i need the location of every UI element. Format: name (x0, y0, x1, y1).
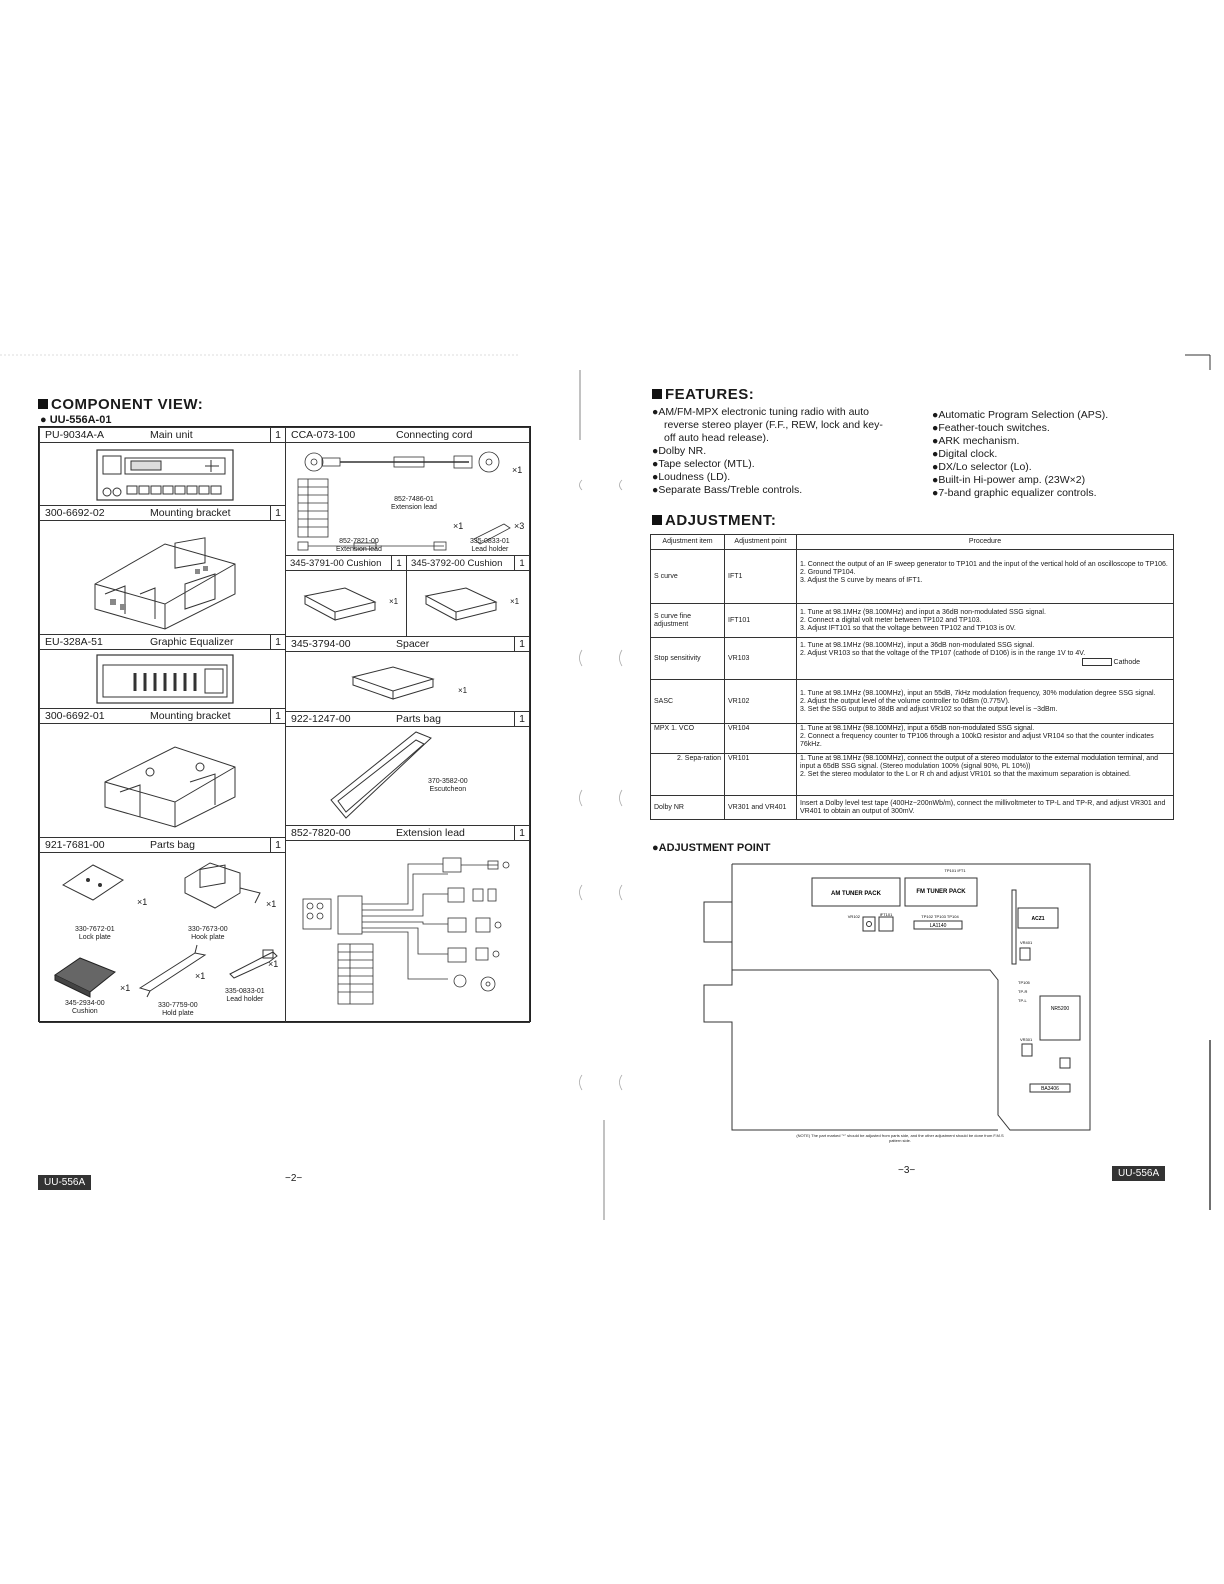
row-procedure: 1. Tune at 98.1MHz (98.100MHz), input a 65dB non-modulated SSG signal. 2. Connect a frequency counter to TP106 through a 100kΩ resistor and adjust VR104 so that the counter indicates 76kHz. (797, 724, 1174, 754)
cell-mounting-bracket-2: 300-6692-01 Mounting bracket 1 (39, 708, 286, 838)
header-item: Adjustment item (651, 535, 725, 550)
cell-cushion-2: 345-3792-00 Cushion 1 ×1 (406, 555, 530, 637)
feature-item: ●Dolby NR. (652, 445, 707, 457)
cell-spacer: 345-3794-00 Spacer 1 ×1 (285, 636, 530, 712)
feature-item: off auto head release). (664, 432, 769, 444)
cell-main-unit: PU-9034A-A Main unit 1 (39, 427, 286, 506)
row-procedure: Insert a Dolby level test tape (400Hz−200nWb/m), connect the millivoltmeter to TP-L and TP-R, and adjust VR301 and VR401 to obtain an output of 300mV. (797, 796, 1174, 820)
tp105-label: TP105 (1018, 980, 1030, 985)
row-procedure: 1. Tune at 98.1MHz (98.100MHz), input an 55dB, 7kHz modulation frequency, 30% modulation degree SSG signal. 2. Adjust the output level of the volume controller to 0dBm (0.775V). 3. Set the SSG output to 38dB and adjust VR102 so that the output level is −3dBm. (797, 680, 1174, 724)
adjustment-title: ADJUSTMENT: (652, 512, 776, 529)
feature-item: ●Separate Bass/Treble controls. (652, 484, 803, 496)
row-item: S curve (651, 550, 725, 604)
row-item: MPX 1. VCO (651, 724, 725, 754)
cell-cushion-1: 345-3791-00 Cushion 1 ×1 (285, 555, 407, 637)
feature-item: reverse stereo player (F.F., REW, lock and key- (664, 419, 883, 431)
model-subtitle: ● UU-556A-01 (40, 414, 112, 426)
vr301-label: VR301 (1020, 1037, 1033, 1042)
adjustment-table (650, 534, 1174, 820)
acz1-label: ACZ1 (1031, 916, 1045, 922)
model-badge-right: UU-556A (1112, 1166, 1165, 1181)
row-item: Dolby NR (651, 796, 725, 820)
vr401-label: VR401 (1020, 940, 1033, 945)
feature-item: ●Built-in Hi-power amp. (23W×2) (932, 474, 1086, 486)
table-row (651, 638, 1174, 680)
row-procedure: 1. Tune at 98.1MHz (98.100MHz), connect the output of a stereo modulator to the external modulation terminal, and input a 65dB SSG signal. (Stereo modulation 100% (signal 90%, PL 10%)) 2. Set the stereo modulator to the L or R ch and adjust VR101 so that the maximum separation is obtained. (797, 754, 1174, 796)
cord-qty: ×1 (512, 465, 523, 475)
feature-item: ●AM/FM-MPX electronic tuning radio with auto (652, 406, 870, 418)
feature-item: ●Digital clock. (932, 448, 998, 460)
feature-item: ●Feather-touch switches. (932, 422, 1050, 434)
vr102-label: VR102 (847, 914, 860, 919)
feature-item: ●Loudness (LD). (652, 471, 731, 483)
row-procedure: 1. Tune at 98.1MHz (98.100MHz) and input a 36dB non-modulated SSG signal. 2. Connect a digital volt meter between TP102 and TP103. 3. Adjust IFT101 so that the voltage between TP102 and TP103 is 0V. (797, 604, 1174, 638)
adjustment-note: (NOTE) The part marked "*" should be adjusted from parts side, and the other adjustment should be done from F.M.S pattern side. (796, 1133, 1004, 1143)
lock-plate-label: 330-7672-01 Lock plate (75, 926, 115, 941)
tp101-label: TP101 IFT1 (944, 868, 966, 873)
diode-icon (1082, 658, 1112, 666)
model-badge-left: UU-556A (38, 1175, 91, 1190)
table-row (651, 724, 1174, 754)
row-item: Stop sensitivity (651, 638, 725, 680)
row-procedure: 1. Tune at 98.1MHz (98.100MHz), input a 36dB non-modulated SSG signal. 2. Adjust VR103 so that the voltage of the TP107 (cathode of D106) is in the range 1V to 4V. Cathode (797, 638, 1174, 680)
tp-row-label: TP102 TP103 TP104 (921, 914, 959, 919)
hold-plate-qty: ×1 (195, 971, 206, 981)
row-point: VR104 (725, 724, 797, 754)
row-item: 2. Sepa-ration (651, 754, 725, 796)
spacer-qty: ×1 (458, 686, 468, 695)
cushion-2-qty: ×1 (510, 597, 520, 606)
cushion-qty: ×1 (120, 983, 131, 993)
table-row (651, 796, 1174, 820)
table-row (651, 680, 1174, 724)
row-point: VR101 (725, 754, 797, 796)
row-point: VR102 (725, 680, 797, 724)
feature-item: ●Automatic Program Selection (APS). (932, 409, 1109, 421)
ext-lead-b-qty: ×1 (453, 521, 464, 531)
row-point: IFT101 (725, 604, 797, 638)
lead-holder-a-label: 335-0833-01 Lead holder (470, 538, 510, 553)
row-item: S curve fine adjustment (651, 604, 725, 638)
ext-lead-a-label: 852-7486-01 Extension lead (391, 496, 437, 511)
ift101-label: IFT101 (879, 912, 893, 917)
table-row (651, 604, 1174, 638)
ba3406-label: BA3406 (1041, 1086, 1059, 1092)
escutcheon-label: 370-3582-00 Escutcheon (428, 778, 468, 793)
table-row (651, 754, 1174, 796)
fm-pack-label: FM TUNER PACK (916, 889, 966, 895)
feature-item: ●DX/Lo selector (Lo). (932, 461, 1032, 473)
am-pack-label: AM TUNER PACK (831, 891, 881, 897)
cell-mounting-bracket-1: 300-6692-02 Mounting bracket 1 (39, 505, 286, 635)
header-point: Adjustment point (725, 535, 797, 550)
nr5200-label: NR5200 (1050, 1006, 1070, 1012)
cell-parts-bag-2: 922-1247-00 Parts bag 1 370-3582-00 Escutcheon (285, 711, 530, 826)
cell-connecting-cord: CCA-073-100 Connecting cord ×1 852-7486-01 Extension lead ×1 ×3 852-7821-00 Extension lead 335-0833-01 Lead holder (285, 427, 530, 556)
lead-holder-label: 335-0833-01 Lead holder (225, 988, 265, 1003)
tp-r-label: TP-R (1018, 989, 1028, 994)
cell-parts-bag-1: 921-7681-00 Parts bag 1 ×1 330-7672-01 Lock plate ×1 330-7673-00 Hook plate ×1 345-2934-00 Cushion ×1 330-7759-00 Hold plate ×1 335-0833-01 Lead holder (39, 837, 286, 1023)
features-list-right (932, 409, 1108, 500)
hook-plate-label: 330-7673-00 Hook plate (188, 926, 228, 941)
table-row (651, 550, 1174, 604)
lead-holder-qty: ×1 (268, 959, 279, 969)
adjustment-point-title: ●ADJUSTMENT POINT (652, 842, 771, 854)
features-list-left (652, 406, 883, 497)
lock-plate-qty: ×1 (137, 897, 148, 907)
adjustment-header-row (651, 535, 1174, 550)
row-point: VR103 (725, 638, 797, 680)
component-view-title: COMPONENT VIEW: (38, 396, 203, 413)
feature-item: ●7-band graphic equalizer controls. (932, 487, 1097, 499)
cushion-label: 345-2934-00 Cushion (65, 1000, 105, 1015)
hook-plate-qty: ×1 (266, 899, 277, 909)
cushion-1-qty: ×1 (389, 597, 399, 606)
cell-extension-lead: 852-7820-00 Extension lead 1 (285, 825, 530, 1023)
cell-graphic-equalizer: EU-328A-51 Graphic Equalizer 1 (39, 634, 286, 709)
tp-l-label: TP-L (1018, 998, 1027, 1003)
pcb-adjustment-diagram (700, 860, 1100, 1150)
feature-item: ●Tape selector (MTL). (652, 458, 755, 470)
feature-item: ●ARK mechanism. (932, 435, 1020, 447)
ext-lead-b-label: 852-7821-00 Extension lead (336, 538, 382, 553)
row-item: SASC (651, 680, 725, 724)
features-title: FEATURES: (652, 386, 754, 403)
la1140-label: LA1140 (929, 923, 947, 929)
header-procedure: Procedure (797, 535, 1174, 550)
cathode-label: Cathode (1113, 658, 1140, 666)
row-procedure: 1. Connect the output of an IF sweep generator to TP101 and the input of the vertical hold of an oscilloscope to TP106. 2. Ground TP104. 3. Adjust the S curve by means of IFT1. (797, 550, 1174, 604)
row-point: IFT1 (725, 550, 797, 604)
page-number-right: −3− (898, 1165, 916, 1176)
page-number-left: −2− (285, 1173, 303, 1184)
hold-plate-label: 330-7759-00 Hold plate (158, 1002, 198, 1017)
lead-holder-a-qty: ×3 (514, 521, 525, 531)
row-point: VR301 and VR401 (725, 796, 797, 820)
